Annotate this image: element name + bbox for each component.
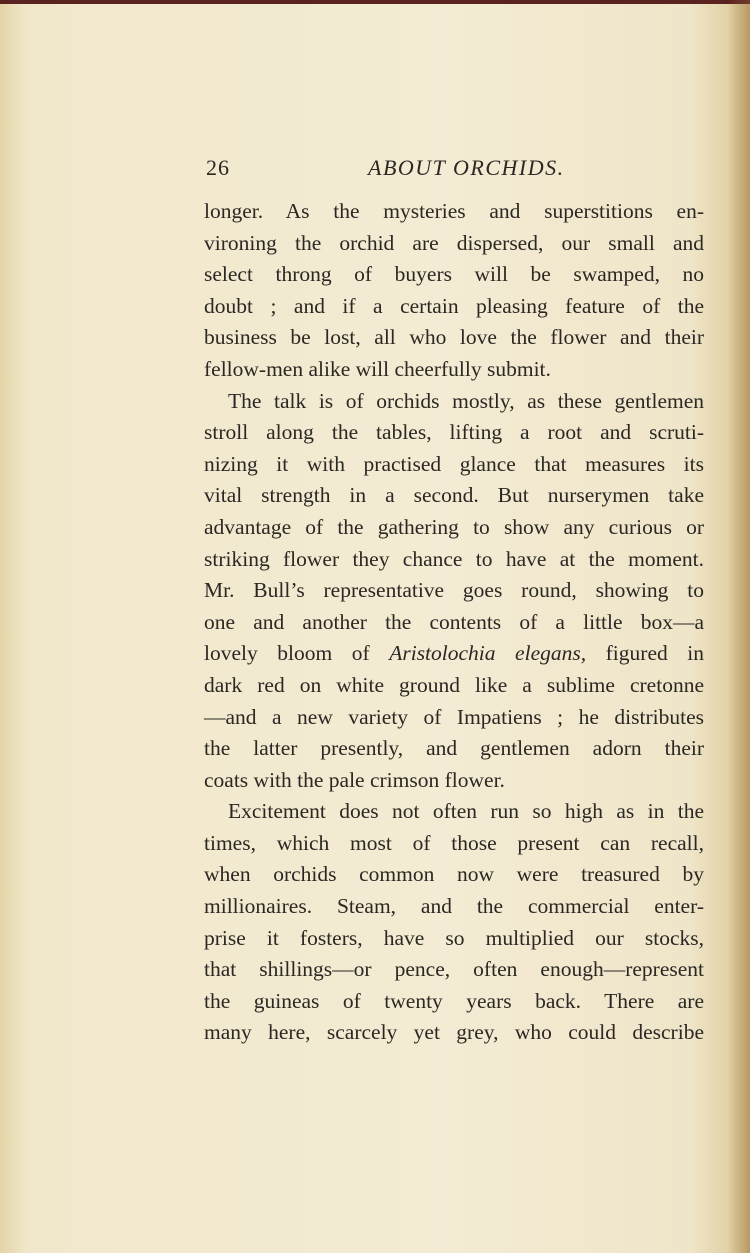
text-line: select throng of buyers will be swamped, no [204, 262, 704, 287]
text-line: prise it fosters, have so multiplied our stocks, [204, 925, 704, 950]
text-fragment: lovely bloom of [204, 641, 390, 666]
text-line: —and a new variety of Impatiens ; he distributes [204, 704, 704, 729]
text-line: longer. As the mysteries and superstitions en- [204, 199, 704, 223]
text-line: advantage of the gathering to show any curious or [204, 514, 704, 539]
text-line: doubt ; and if a certain pleasing feature of the [204, 293, 704, 318]
text-line: the latter presently, and gentlemen adorn their [204, 736, 704, 761]
text-line: when orchids common now were treasured by [204, 862, 704, 887]
text-line: stroll along the tables, lifting a root and scruti- [204, 420, 704, 445]
body-text [204, 196, 704, 1049]
text-line: striking flower they chance to have at the moment. [204, 546, 704, 571]
text-line: many here, scarcely yet grey, who could describe [204, 1020, 704, 1045]
text-line: Mr. Bull’s representative goes round, showing to [204, 578, 704, 603]
text-line: times, which most of those present can recall, [204, 830, 704, 855]
text-line: millionaires. Steam, and the commercial enter- [204, 894, 704, 919]
text-line: business be lost, all who love the flower and their [204, 325, 704, 350]
italic-species-name: Aristolochia elegans, [389, 641, 587, 666]
page-edge-shadow [728, 0, 750, 1253]
text-line: vironing the orchid are dispersed, our small and [204, 230, 704, 255]
text-fragment: figured in [586, 641, 704, 666]
paragraph-1 [204, 196, 704, 386]
text-line: that shillings—or pence, often enough—represent [204, 957, 704, 982]
text-line: The talk is of orchids mostly, as these gentlemen [228, 388, 704, 413]
text-line: vital strength in a second. But nurserymen take [204, 483, 704, 508]
text-line: fellow-men alike will cheerfully submit. [204, 356, 551, 381]
running-title: ABOUT ORCHIDS. [368, 155, 565, 180]
paragraph-3 [204, 796, 704, 1049]
page-top-edge [0, 0, 750, 4]
text-line: Excitement does not often run so high as in the [228, 799, 704, 824]
paragraph-2 [204, 386, 704, 797]
text-line: dark red on white ground like a sublime cretonne [204, 672, 704, 697]
text-line-with-italic [204, 638, 704, 670]
text-line: the guineas of twenty years back. There are [204, 988, 704, 1013]
page-number: 26 [206, 155, 230, 180]
text-line: nizing it with practised glance that measures its [204, 451, 704, 476]
text-line: one and another the contents of a little box—a [204, 609, 704, 634]
text-line: coats with the pale crimson flower. [204, 767, 505, 792]
